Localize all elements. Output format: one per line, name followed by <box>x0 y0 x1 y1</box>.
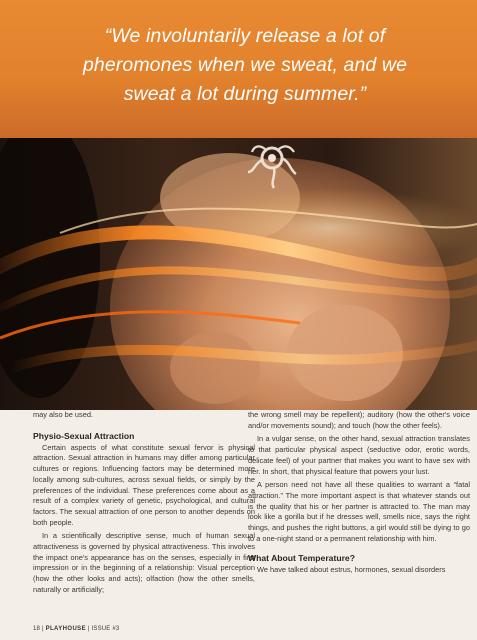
body-paragraph: In a scientifically descriptive sense, much of human sexual attractiveness is governed by physical attractiveness. This involves the impact one's appearance has on the senses, especially in first impression or in the beginning of a relationship: Visual perception (how the other looks and acts); olfaction (how the other smells, naturally or artificially; <box>33 531 255 594</box>
body-paragraph: A person need not have all these qualities to warrant a “fatal attraction.” The more important aspect is that whatever stands out is the quality that his or her partner is attracted to. The man may look like a gorilla but if he dresses well, smells nice, says the right things, and pushes the right buttons, a girl would still be dying to go to a one-night stand or a permanent relationship with him. <box>248 480 470 543</box>
footer-separator: | <box>41 626 44 632</box>
right-column <box>248 410 470 576</box>
pull-quote-band <box>0 0 477 145</box>
body-paragraph: the wrong smell may be repellent); auditory (how the other's voice and/or movements sound); and touch (how the other feels). <box>248 410 470 430</box>
body-paragraph: We have talked about estrus, hormones, sexual disorders <box>257 565 446 575</box>
body-paragraph: In a vulgar sense, on the other hand, sexual attraction translates to that particular physical aspect (seductive odor, erotic words, delicate feel) of your partner that makes you want to have sex with her. In short, that physical feature that powers your lust. <box>248 434 470 476</box>
pull-quote-line-2: pheromones when we sweat, and we <box>82 54 408 76</box>
magazine-brand: PLAYHOUSE <box>45 626 86 632</box>
page-number: 18 <box>33 626 41 632</box>
left-lead-in: may also be used. <box>33 410 93 419</box>
issue-label: ISSUE #3 <box>91 626 120 632</box>
pull-quote <box>40 22 450 109</box>
pull-quote-line-1: “We involuntarily release a lot of <box>104 25 386 47</box>
body-paragraph: Certain aspects of what constitute sexual fervor is physical attraction. Sexual attraction in humans may differ among particular cultures or regions. Influencing factors may be determined more locally among sub-cultures, across sexual fields, or simply by the preferences of the individual. These preferences come about as a result of a complex variety of genetic, psychological, and cultural factors. The sexual attraction of one person to another depends on both people. <box>33 442 255 527</box>
section-heading-temperature: What About Temperature? <box>248 553 355 564</box>
pull-quote-line-3: sweat a lot during summer.” <box>123 83 367 105</box>
left-column <box>33 410 255 596</box>
section-heading-physio-sexual-attraction: Physio-Sexual Attraction <box>33 430 135 441</box>
footer-separator: | <box>87 626 90 632</box>
page-footer <box>33 626 119 632</box>
feature-photo <box>0 138 477 410</box>
